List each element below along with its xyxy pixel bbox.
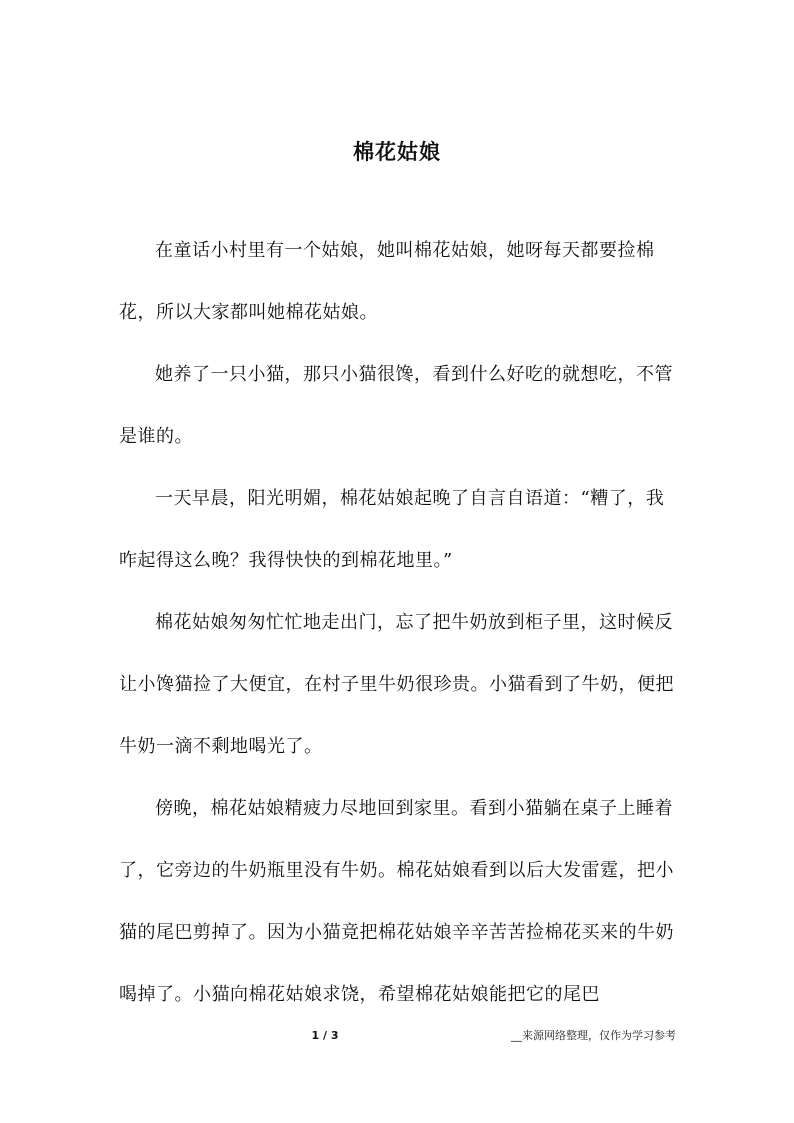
page-number: 1 / 3 bbox=[311, 1029, 339, 1042]
paragraph: 一天早晨，阳光明媚，棉花姑娘起晚了自言自语道：“糟了，我咋起得这么晚？我得快快的到棉花地里。” bbox=[119, 488, 665, 571]
document-title: 棉花姑娘 bbox=[353, 139, 441, 164]
paragraph: 傍晚，棉花姑娘精疲力尽地回到家里。看到小猫躺在桌子上睡着了，它旁边的牛奶瓶里没有牛奶。棉花姑娘看到以后大发雷霆，把小猫的尾巴剪掉了。因为小猫竟把棉花姑娘辛辛苦苦捡棉花买来的牛奶喝掉了。小猫向棉花姑娘求饶，希望棉花姑娘能把它的尾巴 bbox=[119, 798, 674, 1005]
document-body bbox=[119, 220, 675, 1026]
paragraph: 在童话小村里有一个姑娘，她叫棉花姑娘，她呀每天都要捡棉花，所以大家都叫她棉花姑娘。 bbox=[119, 240, 655, 323]
paragraph: 她养了一只小猫，那只小猫很馋，看到什么好吃的就想吃，不管是谁的。 bbox=[119, 364, 673, 447]
paragraph: 棉花姑娘匆匆忙忙地走出门，忘了把牛奶放到柜子里，这时候反让小馋猫捡了大便宜，在村子里牛奶很珍贵。小猫看到了牛奶，便把牛奶一滴不剩地喝光了。 bbox=[119, 612, 674, 757]
source-note: __来源网络整理，仅作为学习参考 bbox=[511, 1029, 676, 1042]
